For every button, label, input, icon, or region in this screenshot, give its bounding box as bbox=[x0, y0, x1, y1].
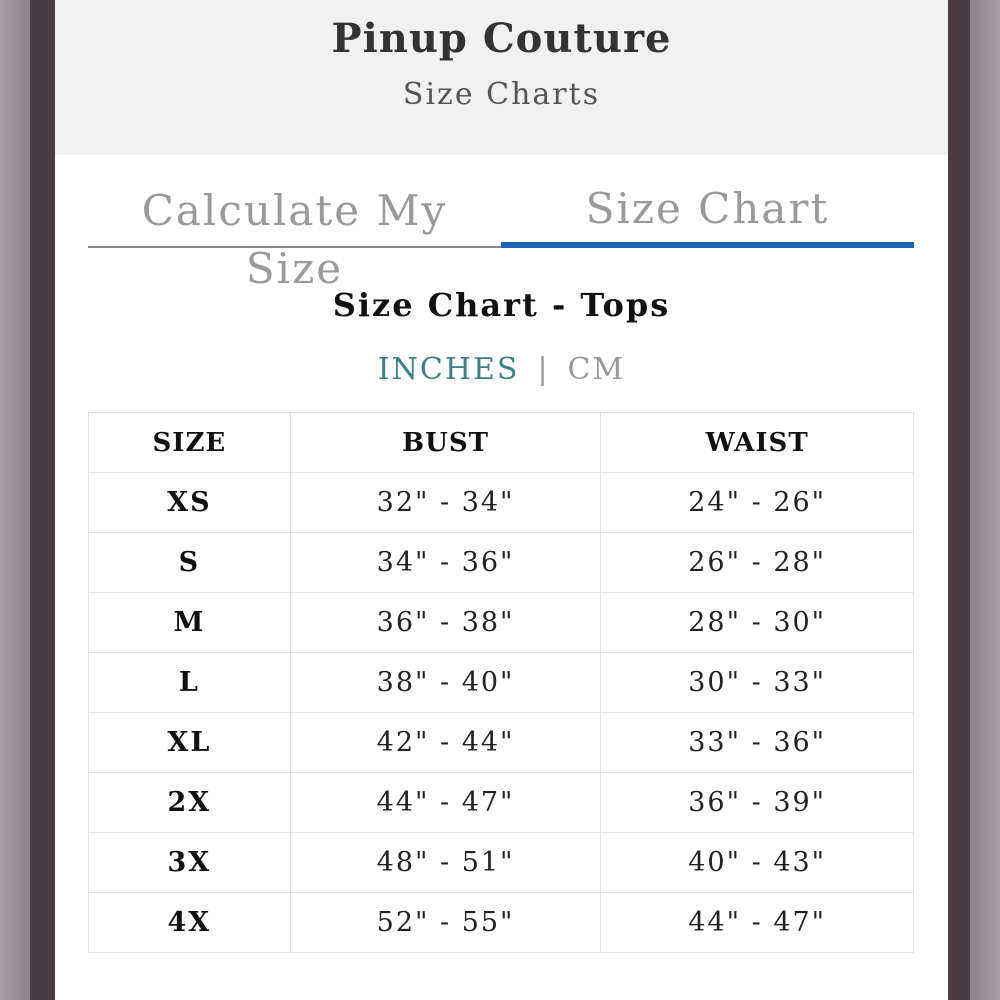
unit-separator: | bbox=[537, 352, 550, 387]
size-cell: XL bbox=[89, 713, 291, 773]
page-subtitle: Size Charts bbox=[402, 77, 601, 112]
chart-title: Size Chart - Tops bbox=[332, 286, 671, 324]
bust-cell: 36" - 38" bbox=[290, 593, 601, 653]
size-chart-panel bbox=[55, 0, 948, 1000]
waist-cell: 44" - 47" bbox=[601, 893, 914, 953]
column-header-bust: BUST bbox=[290, 413, 601, 473]
size-cell: 2X bbox=[89, 773, 291, 833]
bust-cell: 34" - 36" bbox=[290, 533, 601, 593]
waist-cell: 30" - 33" bbox=[601, 653, 914, 713]
bust-cell: 42" - 44" bbox=[290, 713, 601, 773]
waist-cell: 26" - 28" bbox=[601, 533, 914, 593]
size-cell: 4X bbox=[89, 893, 291, 953]
waist-cell: 28" - 30" bbox=[601, 593, 914, 653]
waist-cell: 33" - 36" bbox=[601, 713, 914, 773]
waist-cell: 36" - 39" bbox=[601, 773, 914, 833]
size-cell: 3X bbox=[89, 833, 291, 893]
background-edge-right bbox=[970, 0, 1000, 1000]
unit-cm-button[interactable]: CM bbox=[567, 352, 626, 387]
table-row bbox=[89, 593, 914, 653]
bust-cell: 44" - 47" bbox=[290, 773, 601, 833]
size-cell: S bbox=[89, 533, 291, 593]
bust-cell: 48" - 51" bbox=[290, 833, 601, 893]
table-row bbox=[89, 533, 914, 593]
unit-inches-button[interactable]: INCHES bbox=[377, 352, 520, 387]
bust-cell: 32" - 34" bbox=[290, 473, 601, 533]
size-table bbox=[88, 412, 914, 953]
waist-cell: 40" - 43" bbox=[601, 833, 914, 893]
size-cell: XS bbox=[89, 473, 291, 533]
size-cell: M bbox=[89, 593, 291, 653]
table-row bbox=[89, 773, 914, 833]
unit-toggle bbox=[55, 350, 948, 390]
background-edge-left bbox=[0, 0, 30, 1000]
table-row bbox=[89, 713, 914, 773]
size-cell: L bbox=[89, 653, 291, 713]
table-header-row bbox=[89, 413, 914, 473]
waist-cell: 24" - 26" bbox=[601, 473, 914, 533]
tab-size-chart[interactable]: Size Chart bbox=[501, 180, 914, 248]
table-row bbox=[89, 893, 914, 953]
column-header-waist: WAIST bbox=[601, 413, 914, 473]
panel-header bbox=[55, 0, 948, 155]
tab-calculate-my-size[interactable]: Calculate My Size bbox=[88, 182, 501, 248]
table-row bbox=[89, 653, 914, 713]
table-row bbox=[89, 473, 914, 533]
tab-bar bbox=[88, 180, 914, 293]
brand-title: Pinup Couture bbox=[331, 15, 672, 62]
bust-cell: 52" - 55" bbox=[290, 893, 601, 953]
column-header-size: SIZE bbox=[89, 413, 291, 473]
bust-cell: 38" - 40" bbox=[290, 653, 601, 713]
table-row bbox=[89, 833, 914, 893]
